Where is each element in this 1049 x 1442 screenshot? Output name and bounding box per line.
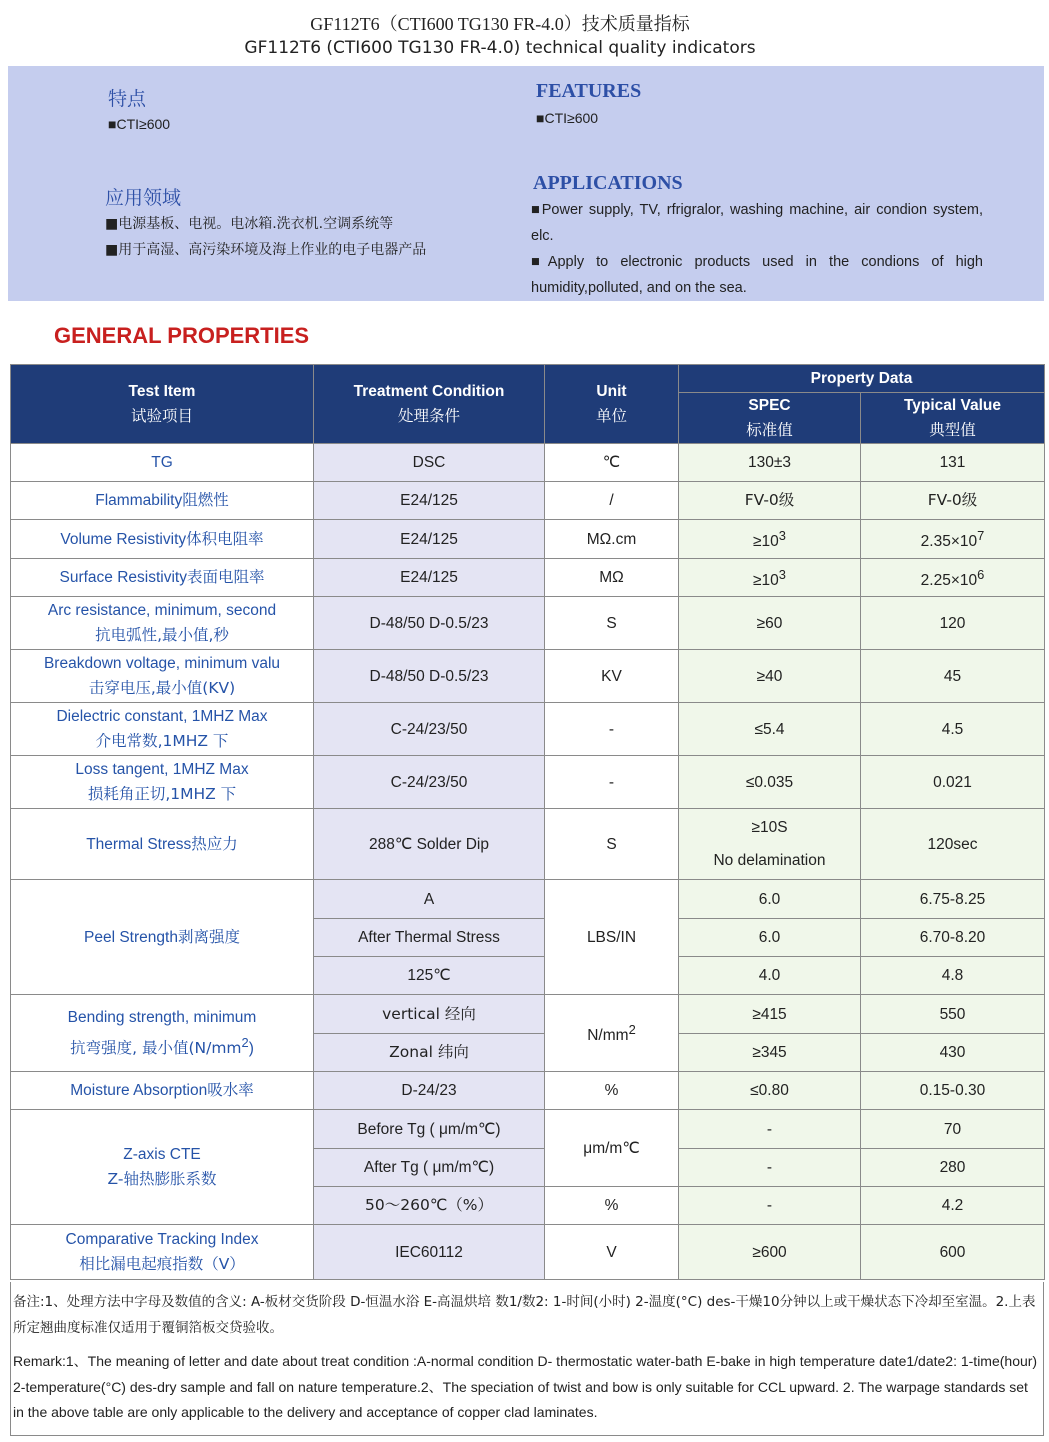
table-row: Breakdown voltage, minimum valu 击穿电压,最小值(KV) D-48/50 D-0.5/23 KV ≥40 45 [11,650,1045,703]
table-row: After Thermal Stress 6.0 6.70-8.20 [11,919,1045,957]
table-row: Zonal 纬向 ≥345 430 [11,1034,1045,1072]
table-row: 50～260℃（%） % - 4.2 [11,1187,1045,1225]
applications-item-en: ■Apply to electronic products used in the condions of high humidity,polluted, and on the sea. [531,254,983,296]
header-test-item: Test Item 试验项目 [11,365,314,444]
remark-en: Remark:1、The meaning of letter and date about treat condition :A-normal condition D- thermostatic water-bath E-bake in high temperature date1/date2: 1-time(hour) 2-temperature(°C) des-dry sample and fall on nature temperature.2、The speciation of twist and bow is only suitable for CCL upward. 2. The warpage standards set in the above table are only applicable to the delivery and acceptance of copper clad laminates. [13,1353,1038,1420]
table-row: Dielectric constant, 1MHZ Max 介电常数,1MHZ 下 C-24/23/50 - ≤5.4 4.5 [11,703,1045,756]
applications-item-en: ■Power supply, TV, rfrigralor, washing machine, air condion system, elc. [531,202,983,244]
remark-cn: 备注:1、处理方法中字母及数值的含义: A-板材交货阶段 D-恒温水浴 E-高温烘培 数1/数2: 1-时间(小时) 2-温度(°C) des-干燥10分钟以上或干燥状态下冷却至室温。2.上表所定翘曲度标准仅适用于覆铜箔板交贷验收。 [13,1294,1036,1336]
table-row: Moisture Absorption吸水率 D-24/23 % ≤0.80 0.15-0.30 [11,1072,1045,1110]
table-row: Comparative Tracking Index 相比漏电起痕指数（V） IEC60112 V ≥600 600 [11,1225,1045,1280]
applications-item-cn: ■电源基板、电视。电冰箱.洗衣机.空调系统等 [105,216,394,232]
header-spec: SPEC 标准值 [679,393,861,444]
features-heading-cn: 特点 [108,88,147,110]
table-row: Thermal Stress热应力 288℃ Solder Dip S ≥10S No delamination 120sec [11,809,1045,880]
table-row: Flammability阻燃性 E24/125 / FV-0级 FV-0级 [11,482,1045,520]
table-row: Loss tangent, 1MHZ Max 损耗角正切,1MHZ 下 C-24/23/50 - ≤0.035 0.021 [11,756,1045,809]
table-row: Bending strength, minimum 抗弯强度, 最小值$(N/mm^2)$ vertical 经向 $N/mm^2$ ≥415 550 [11,995,1045,1034]
features-heading-en: FEATURES [536,80,642,102]
table-row: Z-axis CTE Z-轴热膨胀系数 Before Tg ( μm/m℃) μm/m℃ - 70 [11,1110,1045,1149]
table-row: After Tg ( μm/m℃) - 280 [11,1149,1045,1187]
table-row: Arc resistance, minimum, second 抗电弧性,最小值,秒 D-48/50 D-0.5/23 S ≥60 120 [11,597,1045,650]
table-row: Peel Strength剥离强度 A LBS/IN 6.0 6.75-8.25 [11,880,1045,919]
header-treatment: Treatment Condition 处理条件 [314,365,545,444]
applications-heading-en: APPLICATIONS [533,172,683,194]
applications-item-cn: ■用于高湿、高污染环境及海上作业的电子电器产品 [105,242,427,258]
header-property-data: Property Data [679,365,1045,393]
applications-heading-cn: 应用领域 [105,187,182,209]
table-row: 125℃ 4.0 4.8 [11,957,1045,995]
remarks-box [10,1282,1044,1436]
table-row: Volume Resistivity体积电阻率 E24/125 MΩ.cm $\ge 10^3$ $2.35\times 10^7$ [11,520,1045,559]
header-unit: Unit 单位 [545,365,679,444]
title-en: GF112T6 (CTI600 TG130 FR-4.0) technical quality indicators [244,38,756,58]
section-title: GENERAL PROPERTIES [54,323,310,348]
features-item-en: ■CTI≥600 [536,110,599,126]
header-typical: Typical Value 典型值 [861,393,1045,444]
features-applications-panel [8,66,1044,301]
table-row: TG DSC ℃ 130±3 131 [11,444,1045,482]
properties-table [10,364,1045,1280]
features-item-cn: ■CTI≥600 [108,116,171,132]
table-row: Surface Resistivity表面电阻率 E24/125 MΩ $\ge 10^3$ $2.25\times 10^6$ [11,559,1045,597]
title-cn: GF112T6（CTI600 TG130 FR-4.0）技术质量指标 [310,14,690,34]
